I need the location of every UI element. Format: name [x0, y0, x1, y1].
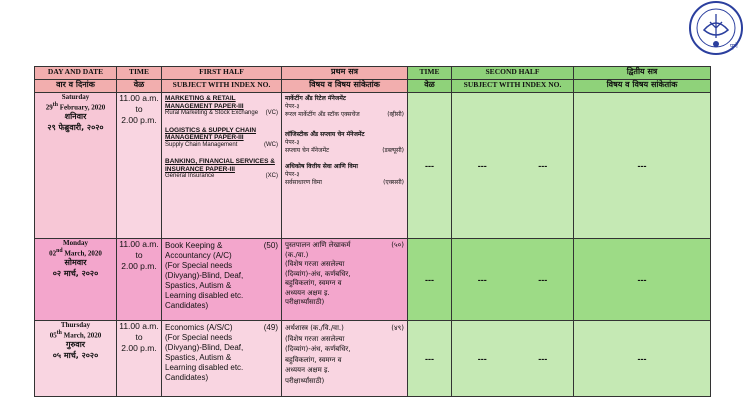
exam-timetable — [34, 66, 711, 397]
time-cell: 11.00 a.m. to 2.00 p.m. — [117, 239, 162, 321]
header-subject-index-mr: विषय व विषय सांकेतांक — [282, 80, 408, 93]
header-time: TIME — [117, 67, 162, 80]
time-cell: 11.00 a.m. to 2.00 p.m. — [117, 321, 162, 397]
header-day-date: DAY AND DATE — [35, 67, 117, 80]
subject-cell-mr: पुस्तपालन आणि लेखाकर्म (५०) (क./वा.) (विशेष गरजा असलेल्या (दिव्यांग)-अंध, कर्णबधिर, बहुविकलांग, स्वमग्न व अध्ययन अक्षम इ. परीक्षार्थ्यांसाठी) — [282, 239, 408, 321]
header-subject-index-2: SUBJECT WITH INDEX NO. — [452, 80, 574, 93]
second-subject-cell: --- --- — [452, 93, 574, 239]
subject-cell-mr: मार्केटींग ॲंड रिटेल मॅनेजमेंट पेपर-३ रूरल मार्केटींग ॲंड स्टॉक एक्सचेंज (व्हीसी) लॉजिस्टीक ॲंड सप्लाय चेन मॅनेजमेंट पेपर-३ सप्लाय चेन मॅनेजमेंट (डब्ल्यूसी) अधिकोष वित्तीय सेवा आणि विमा पेपर-३ सर्वसाधारण विमा (एक्ससी) — [282, 93, 408, 239]
seal-text: पुणे — [730, 43, 738, 50]
header-subject-index-2-mr: विषय व विषय सांकेतांक — [574, 80, 711, 93]
board-seal-logo — [688, 0, 744, 56]
table-row — [35, 321, 711, 397]
table-row — [35, 239, 711, 321]
second-subject-cell-mr: --- — [574, 239, 711, 321]
subject-cell-mr: अर्थशास्त्र (क./वि./वा.) (४९) (विशेष गरजा असलेल्या (दिव्यांग)-अंध, कर्णबधिर, बहुविकलांग, स्वमग्न व अध्ययन अक्षम इ. परीक्षार्थ्यांसाठी) — [282, 321, 408, 397]
subject-cell: Book Keeping & (50) Accountancy (A/C) (For Special needs (Divyang)-Blind, Deaf, Spastics, Autism & Learning disabled etc. Candidates) — [162, 239, 282, 321]
subject-cell: Economics (A/S/C) (49) (For Special needs (Divyang)-Blind, Deaf, Spastics, Autism & Learning disabled etc. Candidates) — [162, 321, 282, 397]
second-subject-cell: --- --- — [452, 239, 574, 321]
header-subject-index: SUBJECT WITH INDEX NO. — [162, 80, 282, 93]
table-row — [35, 93, 711, 239]
second-subject-cell: --- --- — [452, 321, 574, 397]
header-first-half: FIRST HALF — [162, 67, 282, 80]
date-cell: Saturday 29th February, 2020 शनिवार २९ फेब्रुवारी, २०२० — [35, 93, 117, 239]
second-time-cell: --- — [408, 239, 452, 321]
header-second-half-mr: द्वितीय सत्र — [574, 67, 711, 80]
second-time-cell: --- — [408, 321, 452, 397]
header-first-half-mr: प्रथम सत्र — [282, 67, 408, 80]
second-time-cell: --- — [408, 93, 452, 239]
header-time-2: TIME — [408, 67, 452, 80]
header-second-half: SECOND HALF — [452, 67, 574, 80]
date-cell: Thursday 05th March, 2020 गुरुवार ०५ मार्च, २०२० — [35, 321, 117, 397]
subject-cell: MARKETING & RETAIL MANAGEMENT PAPER-III Rural Marketing & Stock Exchange (VC) LOGISTICS & SUPPLY CHAIN MANAGEMENT PAPER-III Supply Chain Management (WC) BANKING, FINANCIAL SERVICES & INSURANCE PAPER-III General Insurance (XC) — [162, 93, 282, 239]
header-time-mr: वेळ — [117, 80, 162, 93]
second-subject-cell-mr: --- — [574, 321, 711, 397]
date-cell: Monday 02nd March, 2020 सोमवार ०२ मार्च, २०२० — [35, 239, 117, 321]
header-time-2-mr: वेळ — [408, 80, 452, 93]
second-subject-cell-mr: --- — [574, 93, 711, 239]
time-cell: 11.00 a.m. to 2.00 p.m. — [117, 93, 162, 239]
header-day-date-mr: वार व दिनांक — [35, 80, 117, 93]
